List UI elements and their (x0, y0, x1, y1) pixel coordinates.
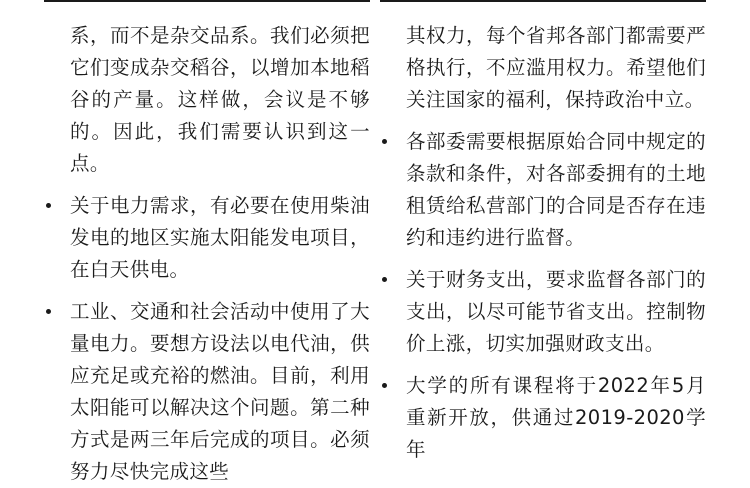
left-bullet-text-1: 关于电力需求，有必要在使用柴油发电的地区实施太阳能发电项目，在白天供电。 (70, 194, 370, 281)
left-bullet-item-2 (44, 296, 370, 488)
left-column-frame-edge (44, 0, 370, 2)
left-column (44, 20, 370, 488)
right-continuation-paragraph: 其权力，每个省邦各部门都需要严格执行，不应滥用权力。希望他们关注国家的福利，保持政治中立。 (406, 24, 706, 111)
right-bullet-text-3: 大学的所有课程将于2022年5月重新开放，供通过2019-2020学年 (406, 374, 706, 461)
bullet-icon (46, 203, 51, 208)
left-bullet-text-2: 工业、交通和社会活动中使用了大量电力。要想方设法以电代油，供应充足或充裕的燃油。目前，利用太阳能可以解决这个问题。第二种方式是两三年后完成的项目。必须努力尽快完成这些 (70, 300, 370, 483)
right-bullet-item-3 (380, 370, 706, 466)
left-continuation-paragraph: 系，而不是杂交品系。我们必须把它们变成杂交稻谷，以增加本地稻谷的产量。这样做，会议是不够的。因此，我们需要认识到这一点。 (70, 24, 370, 175)
right-bullet-item-1 (380, 126, 706, 254)
left-bullet-item-1 (44, 190, 370, 286)
bullet-icon (382, 139, 387, 144)
bullet-icon (382, 277, 387, 282)
bullet-icon (46, 309, 51, 314)
right-column (380, 20, 706, 466)
right-bullet-text-1: 各部委需要根据原始合同中规定的条款和条件，对各部委拥有的土地租赁给私营部门的合同是否存在违约和违约进行监督。 (406, 130, 706, 249)
right-bullet-item-2 (380, 264, 706, 360)
right-column-frame-edge (380, 0, 706, 2)
right-bullet-text-2: 关于财务支出，要求监督各部门的支出，以尽可能节省支出。控制物价上涨，切实加强财政支出。 (406, 268, 706, 355)
bullet-icon (382, 383, 387, 388)
